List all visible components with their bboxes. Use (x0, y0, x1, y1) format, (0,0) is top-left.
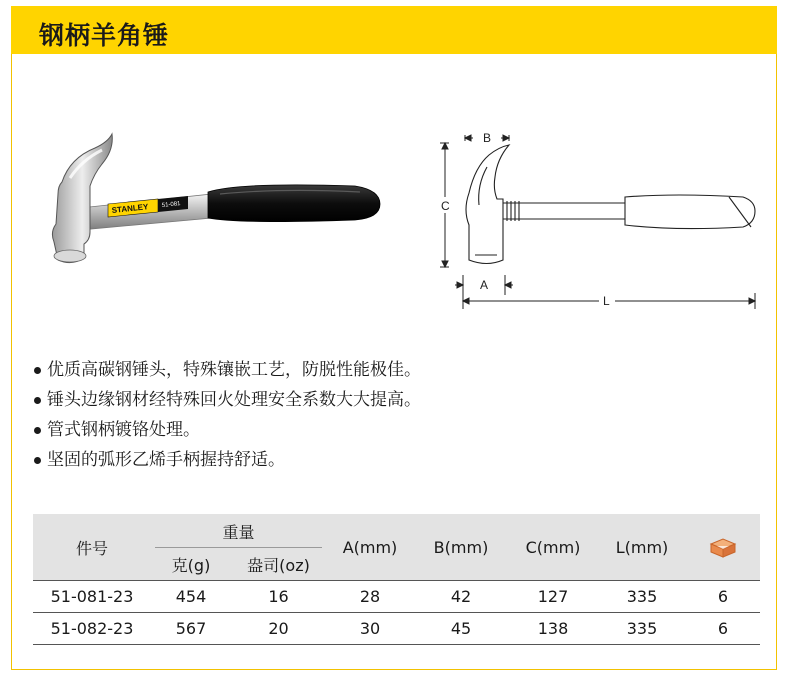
header-a: A(mm) (326, 514, 414, 581)
model-label: 51-081 (161, 201, 181, 209)
cell-a: 30 (326, 613, 414, 645)
cell-l: 335 (598, 581, 686, 613)
dim-c-label: C (441, 199, 450, 213)
dimension-diagram (425, 115, 765, 315)
table-row (33, 613, 760, 645)
cell-c: 138 (508, 613, 598, 645)
bullet-icon (34, 457, 41, 464)
feature-item: 坚固的弧形乙烯手柄握持舒适。 (34, 445, 421, 475)
cell-pack: 6 (686, 581, 760, 613)
dim-l-label: L (603, 294, 610, 308)
feature-item: 锤头边缘钢材经特殊回火处理安全系数大大提高。 (34, 385, 421, 415)
hammer-photo (40, 120, 390, 280)
title-bar (11, 6, 777, 54)
dim-a-label: A (480, 278, 489, 292)
bullet-icon (34, 367, 41, 374)
dim-b-label: B (483, 131, 492, 145)
page-title: 钢柄羊角锤 (39, 21, 170, 50)
table-row (33, 581, 760, 613)
header-pack (686, 514, 760, 581)
cell-part-no: 51-081-23 (33, 581, 151, 613)
cell-b: 45 (414, 613, 508, 645)
header-c: C(mm) (508, 514, 598, 581)
cell-b: 42 (414, 581, 508, 613)
header-b: B(mm) (414, 514, 508, 581)
cell-weight-oz: 16 (231, 581, 326, 613)
brand-label: STANLEY (111, 202, 149, 215)
feature-item: 优质高碳钢锤头，特殊镶嵌工艺，防脱性能极佳。 (34, 355, 421, 385)
feature-item: 管式钢柄镀铬处理。 (34, 415, 421, 445)
feature-list (34, 355, 421, 475)
header-weight-oz: 盎司(oz) (231, 548, 326, 581)
cell-weight-oz: 20 (231, 613, 326, 645)
cell-pack: 6 (686, 613, 760, 645)
cell-weight-g: 567 (151, 613, 231, 645)
header-weight-g: 克(g) (151, 548, 231, 581)
header-weight: 重量 (151, 514, 326, 548)
spec-table (33, 514, 760, 645)
header-l: L(mm) (598, 514, 686, 581)
bullet-icon (34, 427, 41, 434)
cell-l: 335 (598, 613, 686, 645)
cell-weight-g: 454 (151, 581, 231, 613)
bullet-icon (34, 397, 41, 404)
cell-a: 28 (326, 581, 414, 613)
header-part-no: 件号 (33, 514, 151, 581)
box-icon (708, 536, 738, 558)
cell-c: 127 (508, 581, 598, 613)
cell-part-no: 51-082-23 (33, 613, 151, 645)
